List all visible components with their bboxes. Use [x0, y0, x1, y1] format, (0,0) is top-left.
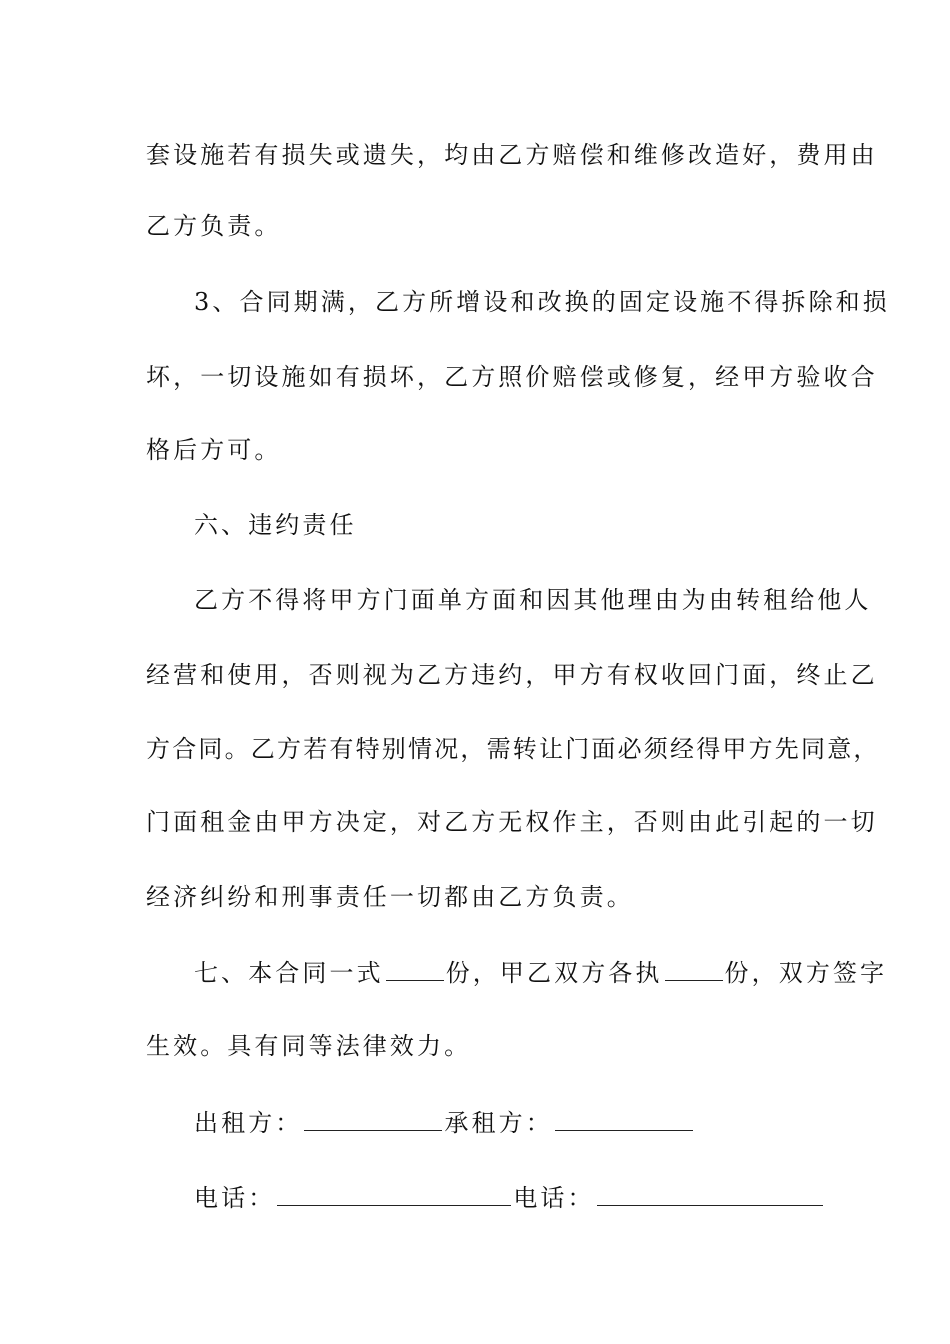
clause-7-line — [194, 956, 887, 989]
paragraph-line: 套设施若有损失或遗失，均由乙方赔偿和维修改造好，费用由 — [146, 141, 878, 169]
paragraph-line: 乙方负责。 — [146, 212, 282, 240]
paragraph-line: 经营和使用，否则视为乙方违约，甲方有权收回门面，终止乙 — [146, 661, 878, 689]
lessee-signature-blank[interactable] — [555, 1106, 693, 1131]
lessor-signature-blank[interactable] — [304, 1106, 442, 1131]
signature-phone-line — [194, 1181, 825, 1214]
clause-7-text: 七、本合同一式 — [194, 959, 384, 987]
paragraph-line: 方合同。乙方若有特别情况，需转让门面必须经得甲方先同意， — [146, 735, 880, 763]
clause-7-text: 份，甲乙双方各执 — [445, 959, 663, 987]
signature-parties-line — [194, 1106, 695, 1139]
phone-label-lessor: 电话： — [194, 1184, 276, 1212]
phone-label-lessee: 电话： — [513, 1184, 595, 1212]
clause-7-text: 份，双方签字 — [724, 959, 888, 987]
paragraph-line: 坏，一切设施如有损坏，乙方照价赔偿或修复，经甲方验收合 — [146, 363, 878, 391]
paragraph-line: 经济纠纷和刑事责任一切都由乙方负责。 — [146, 883, 634, 911]
lessor-phone-blank[interactable] — [277, 1181, 511, 1206]
paragraph-line: 生效。具有同等法律效力。 — [146, 1032, 472, 1060]
paragraph-line: 乙方不得将甲方门面单方面和因其他理由为由转租给他人 — [194, 586, 872, 614]
paragraph-line: 门面租金由甲方决定，对乙方无权作主，否则由此引起的一切 — [146, 808, 878, 836]
lessee-label: 承租方： — [444, 1109, 553, 1137]
copies-each-blank[interactable] — [665, 956, 723, 981]
lessor-label: 出租方： — [194, 1109, 303, 1137]
section-heading-breach: 六、违约责任 — [194, 511, 357, 539]
clause-3-line: 3、合同期满，乙方所增设和改换的固定设施不得拆除和损 — [194, 288, 890, 316]
paragraph-line: 格后方可。 — [146, 436, 282, 464]
lessee-phone-blank[interactable] — [597, 1181, 823, 1206]
copies-blank[interactable] — [386, 956, 444, 981]
